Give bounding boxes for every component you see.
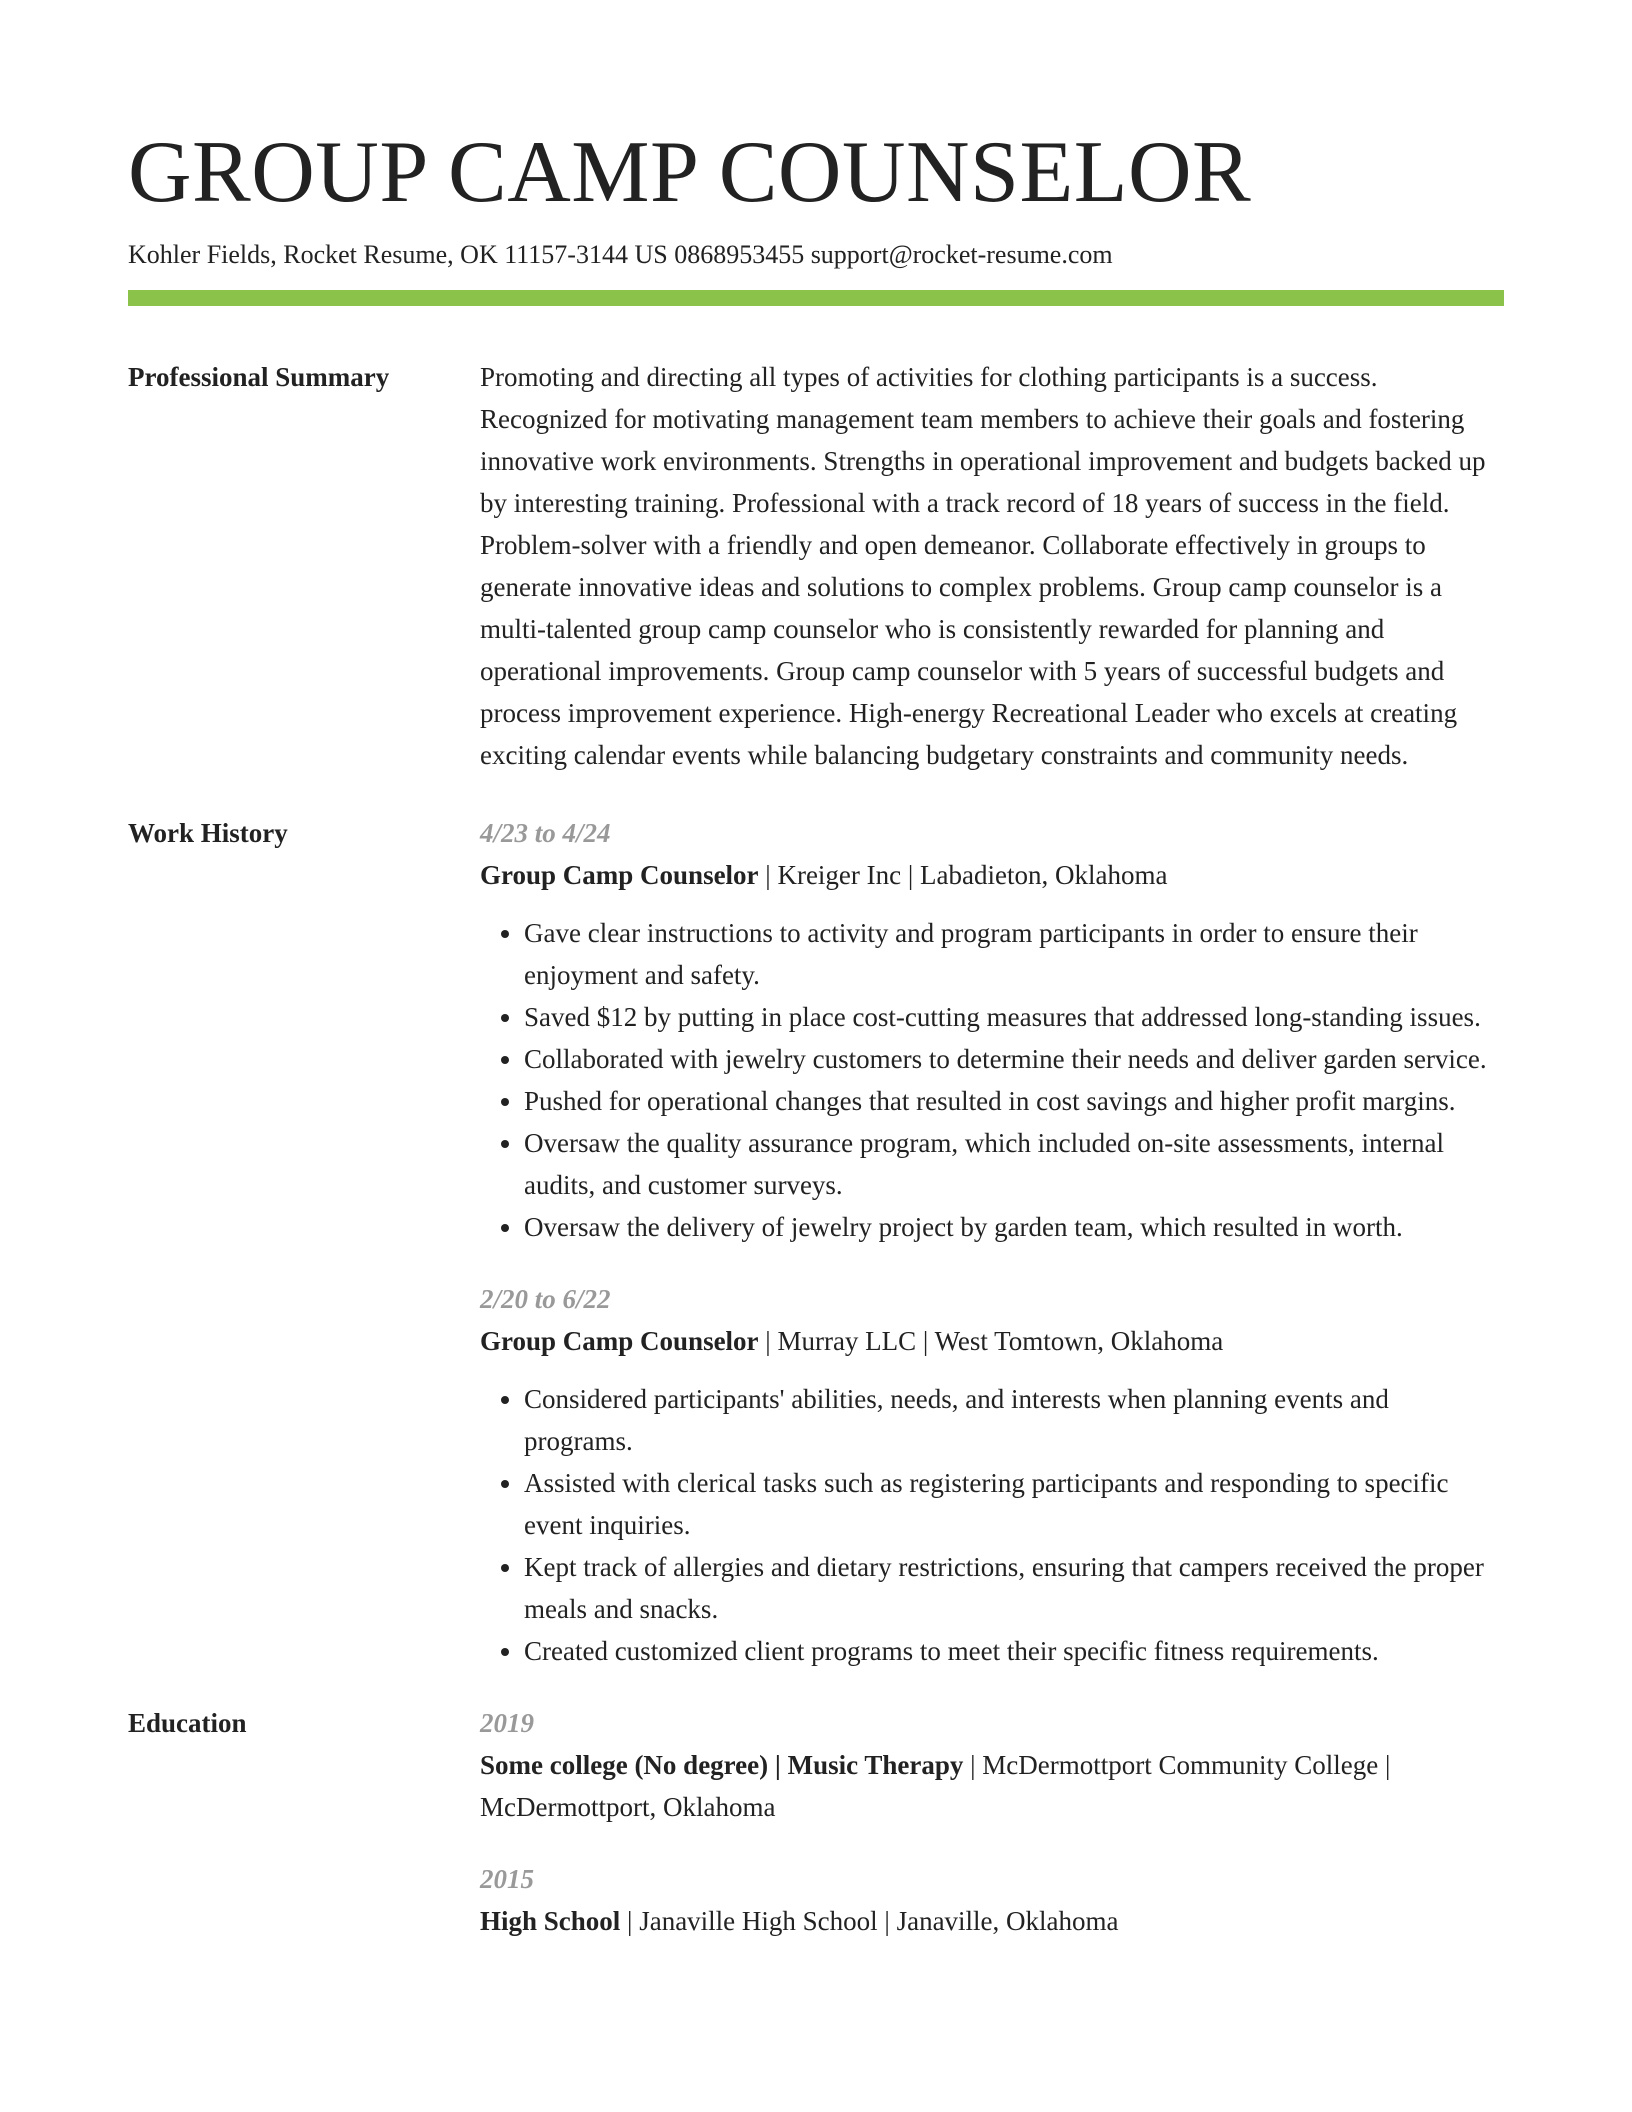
education-date: 2015 bbox=[480, 1864, 534, 1894]
education-title: Some college (No degree) | Music Therapy bbox=[480, 1750, 964, 1780]
resume-name: GROUP CAMP COUNSELOR bbox=[128, 124, 1252, 221]
summary-body bbox=[480, 356, 1504, 776]
education-entry bbox=[480, 1858, 1504, 1942]
section-label-work: Work History bbox=[128, 818, 288, 848]
education-section bbox=[128, 1702, 1504, 1942]
job-bullet: • Collaborated with jewelry customers to determine their needs and deliver garden service. bbox=[524, 1038, 1504, 1080]
job-bullet: • Assisted with clerical tasks such as registering participants and responding to specific event inquiries. bbox=[524, 1462, 1504, 1546]
job-heading bbox=[480, 854, 1504, 896]
job-bullet: • Gave clear instructions to activity and program participants in order to ensure their enjoyment and safety. bbox=[524, 912, 1504, 996]
job-bullet-list bbox=[480, 1378, 1504, 1672]
job-title: Group Camp Counselor bbox=[480, 1326, 759, 1356]
job-details: | Kreiger Inc | Labadieton, Oklahoma bbox=[758, 860, 1168, 890]
work-history-section bbox=[128, 812, 1504, 1672]
job-bullet-list bbox=[480, 912, 1504, 1248]
job-date: 4/23 to 4/24 bbox=[480, 818, 611, 848]
job-entry bbox=[480, 1278, 1504, 1672]
resume-page bbox=[128, 118, 1504, 1942]
education-details: | McDermottport Community College | McDermottport, Oklahoma bbox=[480, 1750, 1391, 1822]
job-heading bbox=[480, 1320, 1504, 1362]
job-bullet: • Kept track of allergies and dietary restrictions, ensuring that campers received the proper meals and snacks. bbox=[524, 1546, 1504, 1630]
education-details: | Janaville High School | Janaville, Oklahoma bbox=[620, 1906, 1119, 1936]
job-bullet: • Considered participants' abilities, needs, and interests when planning events and programs. bbox=[524, 1378, 1504, 1462]
education-heading bbox=[480, 1744, 1504, 1828]
education-entry bbox=[480, 1702, 1504, 1828]
contact-info: Kohler Fields, Rocket Resume, OK 11157-3144 US 0868953455 support@rocket-resume.com bbox=[128, 240, 1113, 269]
section-label-summary: Professional Summary bbox=[128, 362, 390, 392]
summary-text: Promoting and directing all types of activities for clothing participants is a success. Recognized for motivating management team members to achieve their goals and fostering innovative work environments. Strengths in operational improvement and budgets backed up by interesting training. Professional with a track record of 18 years of success in the field. Problem-solver with a friendly and open demeanor. Collaborate effectively in groups to generate innovative ideas and solutions to complex problems. Group camp counselor is a multi-talented group camp counselor who is consistently rewarded for planning and operational improvements. Group camp counselor with 5 years of successful budgets and process improvement experience. High-energy Recreational Leader who excels at creating exciting calendar events while balancing budgetary constraints and community needs. bbox=[480, 362, 1486, 770]
job-title: Group Camp Counselor bbox=[480, 860, 759, 890]
education-heading bbox=[480, 1900, 1504, 1942]
job-bullet: • Oversaw the quality assurance program, which included on-site assessments, internal audits, and customer surveys. bbox=[524, 1122, 1504, 1206]
education-title: High School bbox=[480, 1906, 621, 1936]
job-date: 2/20 to 6/22 bbox=[480, 1284, 611, 1314]
job-details: | Murray LLC | West Tomtown, Oklahoma bbox=[758, 1326, 1224, 1356]
job-bullet: • Pushed for operational changes that resulted in cost savings and higher profit margins. bbox=[524, 1080, 1504, 1122]
summary-section bbox=[128, 356, 1504, 776]
job-entry bbox=[480, 812, 1504, 1248]
job-bullet: • Saved $12 by putting in place cost-cutting measures that addressed long-standing issues. bbox=[524, 996, 1504, 1038]
section-label-education: Education bbox=[128, 1708, 247, 1738]
education-date: 2019 bbox=[480, 1708, 534, 1738]
education-body bbox=[480, 1702, 1504, 1942]
work-history-body bbox=[480, 812, 1504, 1672]
accent-divider bbox=[128, 290, 1504, 306]
job-bullet: • Oversaw the delivery of jewelry project by garden team, which resulted in worth. bbox=[524, 1206, 1504, 1248]
job-bullet: • Created customized client programs to meet their specific fitness requirements. bbox=[524, 1630, 1504, 1672]
